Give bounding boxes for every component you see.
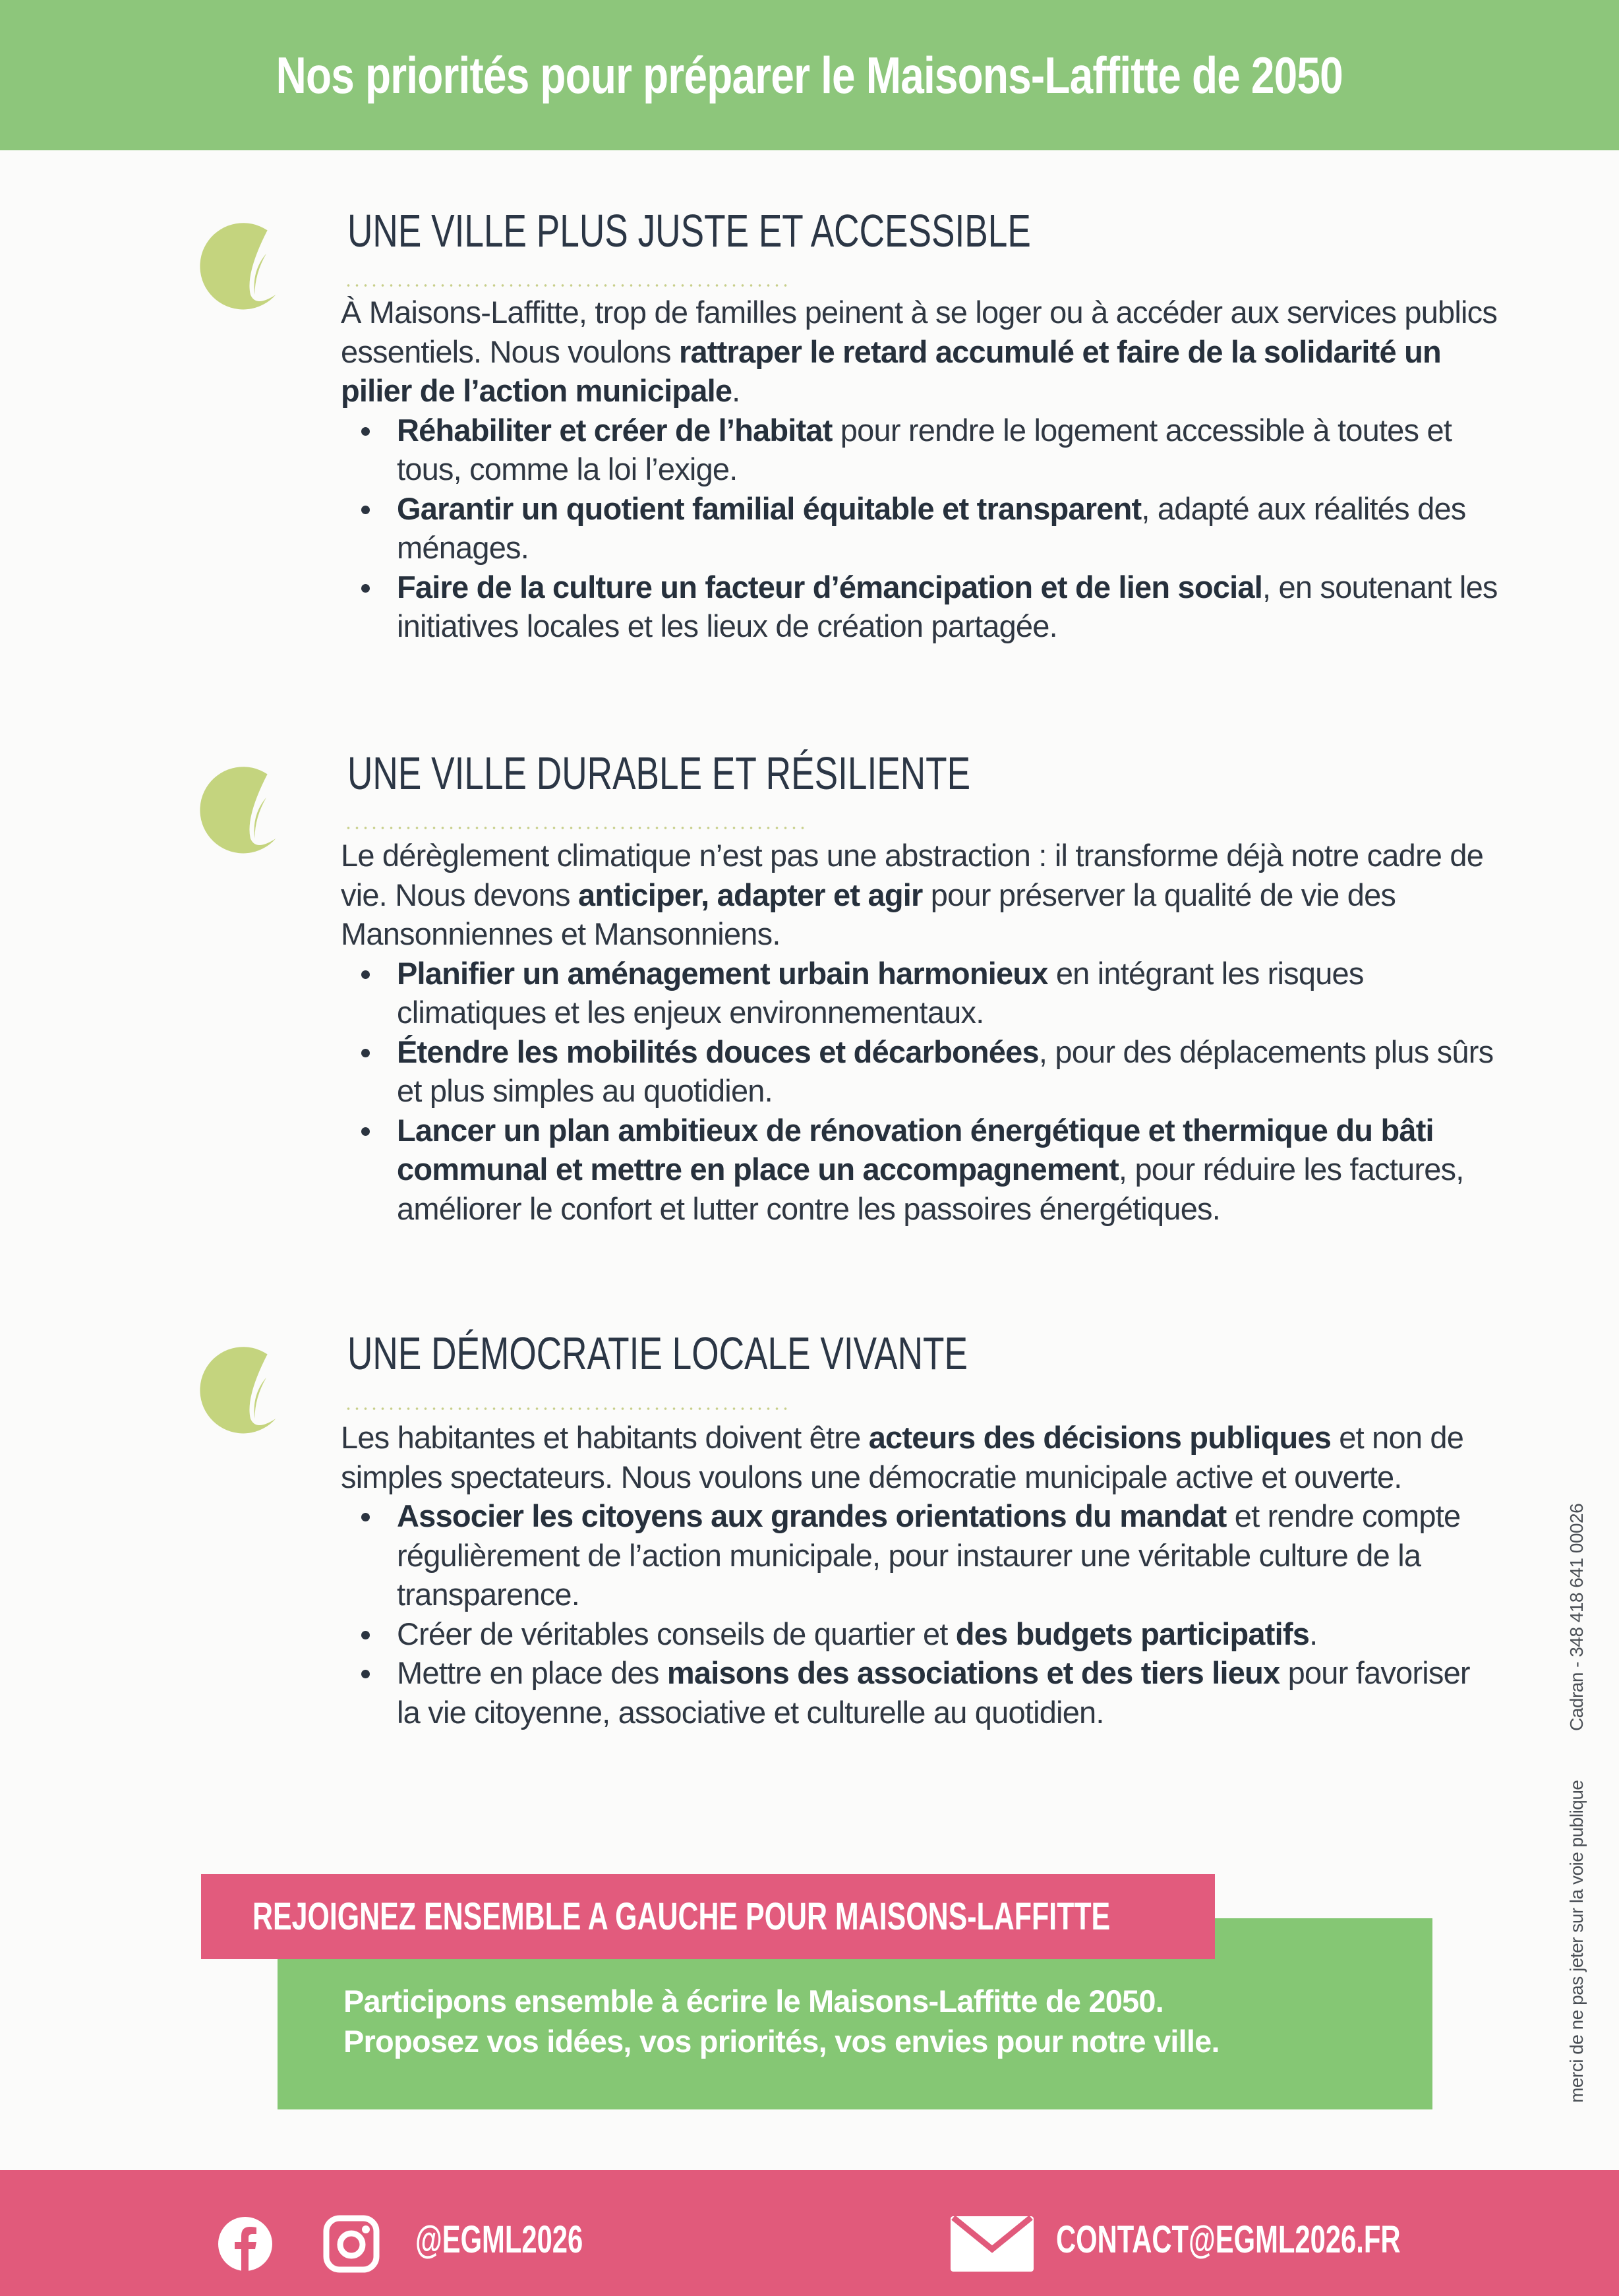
emphasis-text: Faire de la culture un facteur d’émancipation et de lien social bbox=[397, 569, 1262, 604]
body-text: Mettre en place des bbox=[397, 1655, 667, 1690]
leaf-crescent-icon bbox=[192, 1339, 298, 1445]
body-text: Le dérèglement climatique n’est pas une abstraction : il transforme déjà notre cadre de vie. Nous devons bbox=[341, 838, 1484, 912]
side-legal-note bbox=[1566, 1504, 1587, 2103]
body-text: pour rendre le logement accessible à toutes et tous, comme la loi l’exige. bbox=[397, 412, 1452, 486]
section-intro bbox=[341, 293, 1501, 411]
printer-note: Cadran - 348 418 641 00026 bbox=[1566, 1503, 1587, 1731]
dotted-divider bbox=[344, 284, 790, 287]
dotted-divider bbox=[344, 1407, 792, 1410]
cta-message bbox=[343, 1981, 1220, 2061]
facebook-icon[interactable] bbox=[218, 2216, 273, 2272]
section-title: UNE DÉMOCRATIE LOCALE VIVANTE bbox=[347, 1328, 968, 1379]
emphasis-text: Garantir un quotient familial équitable et transparent bbox=[397, 490, 1142, 526]
header-band bbox=[0, 0, 1619, 150]
social-handle[interactable]: @EGML2026 bbox=[415, 2218, 583, 2261]
emphasis-text: Étendre les mobilités douces et décarbonées bbox=[397, 1034, 1039, 1069]
section-body bbox=[341, 836, 1501, 1228]
body-text: , pour des déplacements plus sûrs et plus simples au quotidien. bbox=[397, 1034, 1494, 1108]
dotted-divider bbox=[344, 827, 806, 829]
body-text: Créer de véritables conseils de quartier et bbox=[397, 1616, 956, 1651]
cta-line-1: Participons ensemble à écrire le Maisons-Laffitte de 2050. bbox=[343, 1984, 1163, 2018]
page-title: Nos priorités pour préparer le Maisons-Laffitte de 2050 bbox=[276, 45, 1343, 104]
footer-band bbox=[0, 2170, 1619, 2296]
body-text: en intégrant les risques climatiques et les enjeux environnementaux. bbox=[397, 955, 1364, 1030]
section-body bbox=[341, 293, 1501, 646]
envelope-icon[interactable] bbox=[951, 2216, 1034, 2272]
list-item bbox=[341, 1032, 1501, 1111]
list-item bbox=[341, 1653, 1501, 1732]
body-text: pour favoriser la vie citoyenne, associative et culturelle au quotidien. bbox=[397, 1655, 1470, 1730]
instagram-icon[interactable] bbox=[323, 2215, 380, 2273]
body-text: . bbox=[732, 373, 740, 408]
section-title: UNE VILLE PLUS JUSTE ET ACCESSIBLE bbox=[347, 205, 1031, 256]
body-text: Les habitantes et habitants doivent être bbox=[341, 1420, 869, 1455]
section-intro bbox=[341, 836, 1501, 954]
emphasis-text: Associer les citoyens aux grandes orientations du mandat bbox=[397, 1498, 1227, 1533]
list-item bbox=[341, 489, 1501, 568]
cta-banner bbox=[201, 1874, 1215, 1959]
list-item bbox=[341, 1614, 1501, 1654]
disposal-note: merci de ne pas jeter sur la voie publique bbox=[1566, 1780, 1587, 2103]
emphasis-text: Lancer un plan ambitieux de rénovation énergétique et thermique du bâti communal et mettre en place un accompagnement bbox=[397, 1112, 1434, 1187]
bullet-list bbox=[341, 1496, 1501, 1732]
bullet-list bbox=[341, 954, 1501, 1229]
list-item bbox=[341, 1111, 1501, 1229]
emphasis-text: des budgets participatifs bbox=[955, 1616, 1310, 1651]
emphasis-text: rattraper le retard accumulé et faire de la solidarité un pilier de l’action municipale bbox=[341, 334, 1441, 408]
body-text: . bbox=[1309, 1616, 1318, 1651]
emphasis-text: acteurs des décisions publiques bbox=[868, 1420, 1332, 1455]
body-text: , en soutenant les initiatives locales et les lieux de création partagée. bbox=[397, 569, 1498, 643]
emphasis-text: maisons des associations et des tiers lieux bbox=[666, 1655, 1280, 1690]
cta-line-2: Proposez vos idées, vos priorités, vos envies pour notre ville. bbox=[343, 2024, 1220, 2059]
section-title: UNE VILLE DURABLE ET RÉSILIENTE bbox=[347, 748, 971, 799]
body-text: et non de simples spectateurs. Nous voulons une démocratie municipale active et ouverte. bbox=[341, 1420, 1464, 1494]
list-item bbox=[341, 568, 1501, 646]
leaf-crescent-icon bbox=[192, 216, 298, 321]
section-body bbox=[341, 1418, 1501, 1732]
emphasis-text: Planifier un aménagement urbain harmonieux bbox=[397, 955, 1048, 991]
cta-banner-text: REJOIGNEZ ENSEMBLE A GAUCHE POUR MAISONS-LAFFITTE bbox=[252, 1895, 1111, 1938]
list-item bbox=[341, 954, 1501, 1032]
section-intro bbox=[341, 1418, 1501, 1496]
emphasis-text: anticiper, adapter et agir bbox=[578, 877, 923, 912]
body-text: , adapté aux réalités des ménages. bbox=[397, 490, 1466, 565]
list-item bbox=[341, 411, 1501, 489]
leaf-crescent-icon bbox=[192, 759, 298, 865]
list-item bbox=[341, 1496, 1501, 1614]
emphasis-text: Réhabiliter et créer de l’habitat bbox=[397, 412, 833, 448]
body-text: et rendre compte régulièrement de l’action municipale, pour instaurer une véritable culture de la transparence. bbox=[397, 1498, 1461, 1612]
body-text: À Maisons-Laffitte, trop de familles peinent à se loger ou à accéder aux services publics essentiels. Nous voulons bbox=[341, 295, 1498, 369]
body-text: pour préserver la qualité de vie des Mansonniennes et Mansonniens. bbox=[341, 877, 1396, 951]
contact-email[interactable]: CONTACT@EGML2026.FR bbox=[1056, 2218, 1401, 2261]
body-text: , pour réduire les factures, améliorer le confort et lutter contre les passoires énergétiques. bbox=[397, 1152, 1464, 1226]
bullet-list bbox=[341, 411, 1501, 646]
